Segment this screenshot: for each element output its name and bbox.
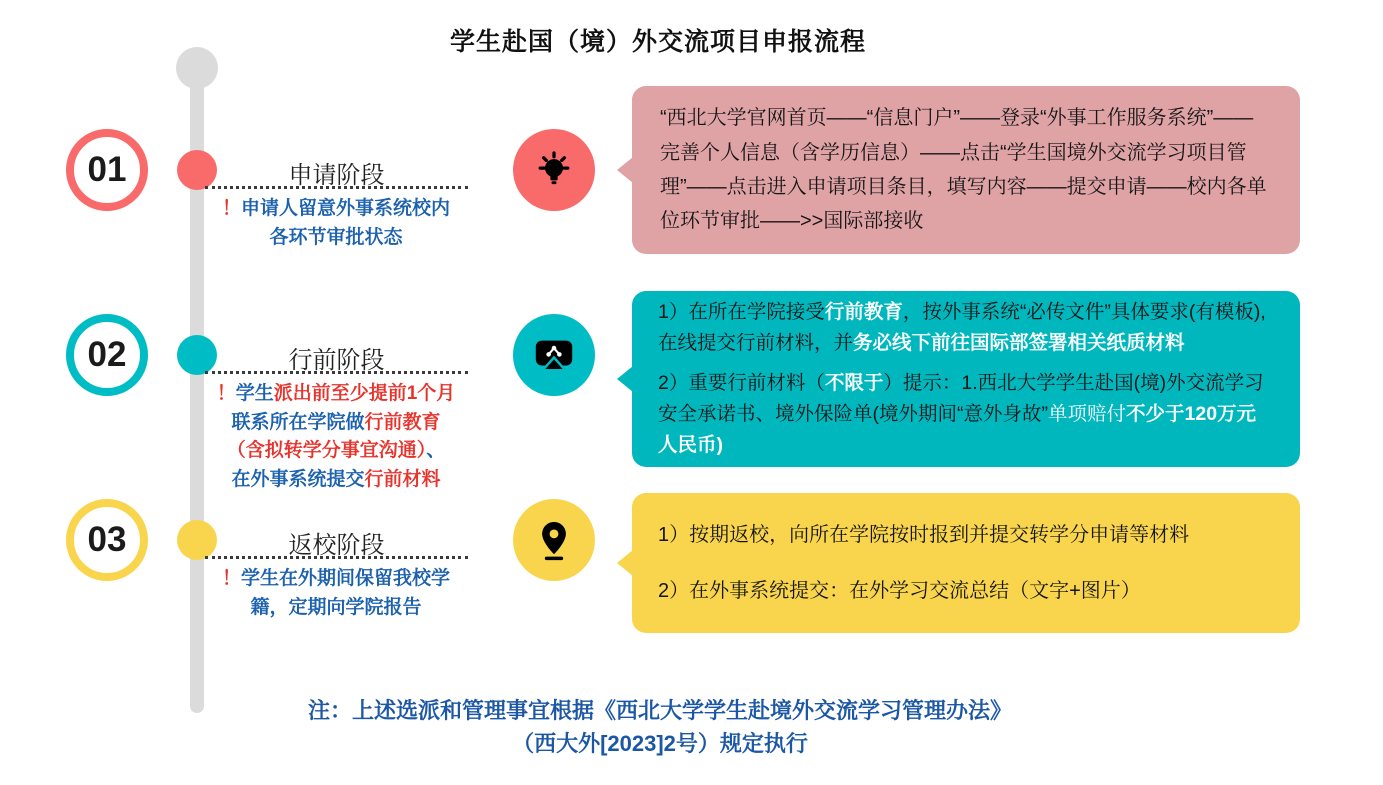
stage-2-note: ！学生派出前至少提前1个月 联系所在学院做行前教育 （含拟转学分事宜沟通）、 在外事系统提交行前材料 — [216, 383, 456, 490]
stage-1-callout-text: “西北大学官网首页——“信息门户”——登录“外事工作服务系统”——完善个人信息（含学历信息）——点击“学生国境外交流学习项目管理”——点击进入申请项目条目，填写内容——提交申请——校内各单位环节审批——>>国际部接收 — [660, 107, 1267, 233]
stage-1-callout — [632, 86, 1300, 254]
stage-2-callout — [632, 291, 1300, 467]
footer-note — [0, 694, 1320, 760]
stage-2-callout-tail — [617, 366, 633, 392]
location-pin-icon — [531, 517, 577, 563]
stage-2-dotted-divider — [205, 371, 468, 374]
stage-3-heading: 返校阶段 — [288, 532, 385, 559]
stage-2-heading: 行前阶段 — [288, 347, 385, 374]
stage-3-note: ！学生在外期间保留我校学 籍，定期向学院报告 — [221, 568, 451, 618]
stage-1-note: ！申请人留意外事系统校内 各环节审批状态 — [221, 198, 451, 248]
stage-3-number: 03 — [87, 520, 127, 559]
stage-3-callout-text-1: 1）按期返校，向所在学院按时报到并提交转学分申请等材料 — [658, 524, 1190, 546]
footer-note-line-1: 注：上述选派和管理事宜根据《西北大学学生赴境外交流学习管理办法》 — [307, 698, 1012, 723]
stage-2-callout-text-1: 1）在所在学院接受行前教育，按外事系统“必传文件”具体要求(有模板),在线提交行前材料，并务必线下前往国际部签署相关纸质材料 — [658, 300, 1266, 354]
stage-2-icon-badge — [513, 314, 595, 396]
stage-1-heading: 申请阶段 — [288, 162, 385, 189]
stage-2-callout-text-2: 2）重要行前材料（不限于）提示：1.西北大学学生赴国(境)外交流学习安全承诺书、境外保险单(境外期间“意外身故”单项赔付不少于120万元人民币) — [658, 371, 1264, 457]
stage-3-number-badge — [66, 499, 148, 581]
stage-1-callout-tail — [617, 157, 633, 183]
stage-1-icon-badge — [513, 129, 595, 211]
stage-3-callout — [632, 493, 1300, 633]
stage-3-callout-tail — [617, 550, 633, 576]
stage-3-dotted-divider — [205, 556, 468, 559]
stage-3-callout-text-2: 2）在外事系统提交：在外学习交流总结（文字+图片） — [658, 580, 1141, 602]
footer-note-line-2: （西大外[2023]2号）规定执行 — [512, 731, 808, 756]
lightbulb-icon — [531, 147, 577, 193]
stage-1-number: 01 — [87, 150, 127, 189]
stage-2-number-badge — [66, 314, 148, 396]
screen-share-icon — [531, 332, 577, 378]
page-title: 学生赴国（境）外交流项目申报流程 — [449, 28, 866, 56]
stage-2-number: 02 — [87, 335, 127, 374]
stage-3-icon-badge — [513, 499, 595, 581]
stage-1-dotted-divider — [205, 186, 468, 189]
stage-1-number-badge — [66, 129, 148, 211]
